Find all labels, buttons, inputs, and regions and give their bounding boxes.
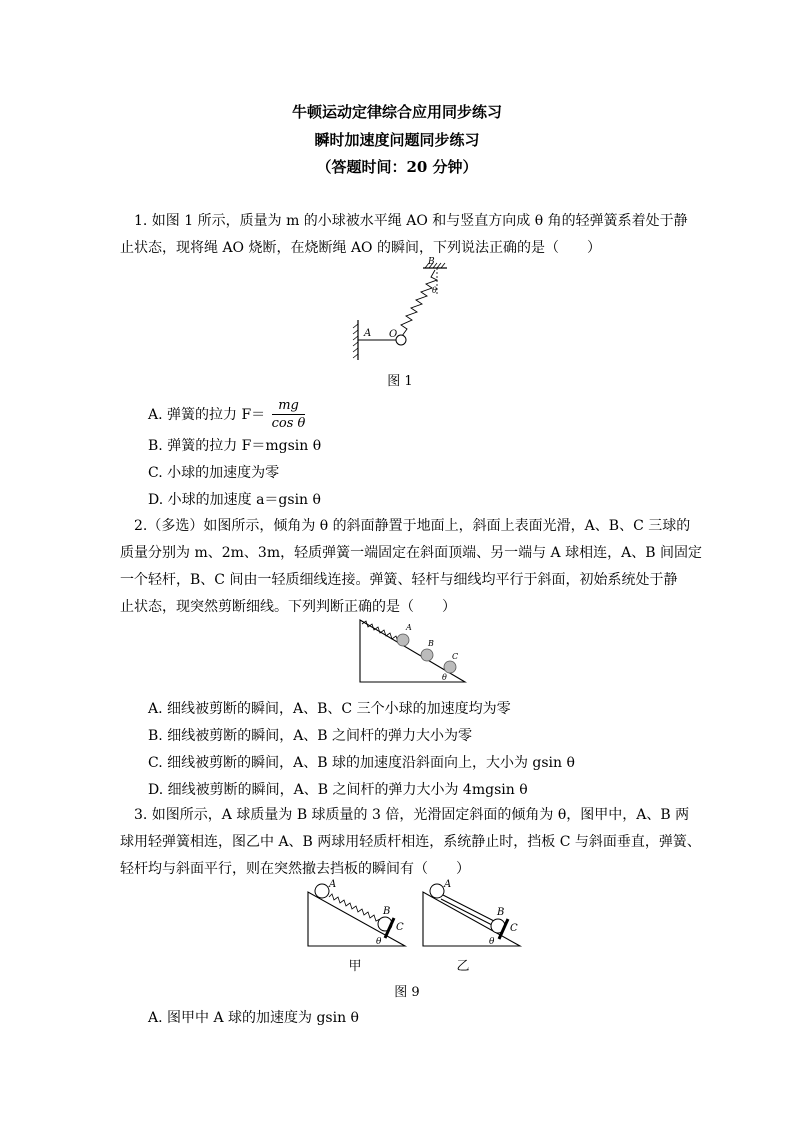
q1-line2: 止状态，现将绳 AO 烧断，在烧断绳 AO 的瞬间，下列说法正确的是（ ） — [120, 240, 601, 256]
q1-label-B: B — [428, 257, 435, 267]
q2-line2: 质量分别为 m、2m、3m，轻质弹簧一端固定在斜面顶端、另一端与 A 球相连，A、B 间固定 — [120, 545, 702, 561]
q2-option-a[interactable]: A. 细线被剪断的瞬间，A、B、C 三个小球的加速度均为零 — [148, 701, 511, 717]
q2-line1: 2.（多选）如图所示，倾角为 θ 的斜面静置于地面上，斜面上表面光滑，A、B、C 三球的 — [134, 518, 691, 534]
q1-fraction-den: cos θ — [271, 416, 306, 431]
q2-option-d[interactable]: D. 细线被剪断的瞬间，A、B 之间杆的弹力大小为 4mgsin θ — [148, 782, 528, 798]
q1-spring — [401, 270, 437, 336]
q2-label-B: B — [428, 639, 434, 648]
q3-label-yi: 乙 — [456, 959, 470, 974]
q2-ball-A — [397, 634, 409, 646]
q1-option-c[interactable]: C. 小球的加速度为零 — [148, 465, 280, 481]
q2-line3: 一个轻杆，B、C 间由一轻质细线连接。弹簧、轻杆与细线均平行于斜面，初始系统处于静 — [120, 572, 678, 588]
q1-wall-hatch — [353, 324, 358, 358]
q1-fraction-num: mg — [272, 398, 306, 415]
q1-figure — [345, 250, 455, 360]
q2-option-b[interactable]: B. 细线被剪断的瞬间，A、B 之间杆的弹力大小为零 — [148, 728, 473, 744]
q1-ball — [396, 335, 406, 345]
q1-option-a-prefix: A. 弹簧的拉力 F＝ — [148, 407, 266, 423]
q3-jia-ball-A — [315, 884, 329, 898]
q1-option-d[interactable]: D. 小球的加速度 a＝gsin θ — [148, 492, 321, 508]
q3-option-a[interactable]: A. 图甲中 A 球的加速度为 gsin θ — [148, 1010, 359, 1026]
q3-yi-ball-A — [430, 884, 444, 898]
q3-line2: 球用轻弹簧相连，图乙中 A、B 两球用轻质杆相连，系统静止时，挡板 C 与斜面垂直，弹簧、 — [120, 834, 701, 850]
q3-yi-label-B: B — [497, 907, 505, 918]
q2-ball-C — [444, 661, 456, 673]
q3-yi-label-A: A — [444, 879, 452, 890]
q3-jia-label-C: C — [396, 922, 404, 933]
q3-yi-rod-bottom — [441, 899, 492, 925]
q1-option-b[interactable]: B. 弹簧的拉力 F＝mgsin θ — [148, 438, 322, 454]
title-main: 牛顿运动定律综合应用同步练习 — [291, 103, 502, 121]
q3-fig-caption: 图 9 — [394, 985, 420, 1000]
q3-line3: 轻杆均与斜面平行，则在突然撤去挡板的瞬间有（ ） — [120, 861, 470, 877]
q2-option-c[interactable]: C. 细线被剪断的瞬间，A、B 球的加速度沿斜面向上，大小为 gsin θ — [148, 755, 575, 771]
title-sub: 瞬时加速度问题同步练习 — [314, 131, 480, 149]
q2-line4: 止状态，现突然剪断细线。下列判断正确的是（ ） — [120, 599, 456, 615]
time-note: （答题时间：20 分钟） — [316, 158, 478, 176]
q1-fig-caption: 图 1 — [387, 374, 413, 389]
q3-jia-label-A: A — [329, 879, 337, 890]
q3-figure-yi — [420, 878, 530, 950]
q1-line1: 1. 如图 1 所示，质量为 m 的小球被水平绳 AO 和与竖直方向成 θ 角的轻弹簧系着处于静 — [134, 213, 688, 229]
q3-line1: 3. 如图所示，A 球质量为 B 球质量的 3 倍，光滑固定斜面的倾角为 θ，图甲中，A、B 两 — [134, 807, 690, 823]
q3-yi-incline — [423, 892, 520, 946]
q2-ball-B — [421, 649, 433, 661]
q3-yi-label-C: C — [510, 923, 518, 934]
q3-figure-jia — [305, 878, 415, 950]
q1-option-a[interactable] — [148, 398, 305, 432]
q3-yi-label-theta: θ — [489, 937, 495, 947]
q3-label-jia: 甲 — [348, 959, 362, 974]
q1-label-O: O — [389, 329, 398, 340]
q2-label-C: C — [452, 652, 459, 661]
q1-option-a-fraction — [272, 398, 306, 432]
q2-figure — [355, 615, 470, 685]
q1-label-A: A — [364, 328, 372, 339]
q3-jia-label-theta: θ — [376, 937, 382, 947]
q1-label-theta: θ — [432, 286, 437, 295]
q3-jia-label-B: B — [383, 906, 391, 917]
q2-label-A: A — [406, 623, 412, 632]
q2-label-theta: θ — [442, 673, 447, 682]
